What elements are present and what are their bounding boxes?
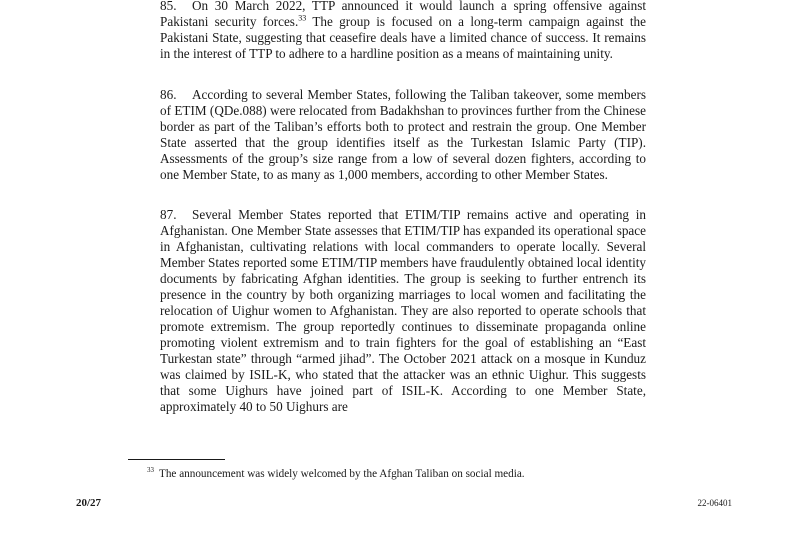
paragraph-text: According to several Member States, following the Taliban takeover, some members of ETIM (QDe.088) were relocated from Badakhshan to provinces further from the Chinese border as part of the Taliban’s efforts both to protect and restrain the group. One Member State asserted that the group identifies itself as the Turkestan Islamic Party (TIP). Assessments of the group’s size range from a low of several dozen fighters, according to one Member State, to as many as 1,000 members, according to other Member States.: [160, 87, 646, 182]
document-symbol: 22-06401: [697, 498, 732, 508]
paragraph-85: [160, 0, 646, 62]
paragraph-87: [160, 207, 646, 415]
footnote: [147, 467, 525, 481]
paragraph-text: On 30 March 2022, TTP announced it would launch a spring offensive against Pakistani security forces.: [160, 0, 646, 29]
paragraph-number: 85.: [160, 0, 177, 13]
footnote-reference[interactable]: 33: [298, 13, 307, 23]
paragraph-text: Several Member States reported that ETIM/TIP remains active and operating in Afghanistan. One Member State assesses that ETIM/TIP has expanded its operational space in Afghanistan, cultivating relations with local commanders to operate locally. Several Member States reported some ETIM/TIP members have fraudulently obtained local identity documents by fabricating Afghan identities. The group is seeking to further entrench its presence in the country by both organizing marriages to local women and facilitating the relocation of Uighur women to Afghanistan. They are also reported to operate schools that promote extremism. The group reportedly continues to disseminate propaganda online promoting violent extremism and to train fighters for the goal of establishing an “East Turkestan state” through “armed jihad”. The October 2021 attack on a mosque in Kunduz was claimed by ISIL-K, who stated that the attacker was an ethnic Uighur. This suggests that some Uighurs have joined part of ISIL-K. According to one Member State, approximately 40 to 50 Uighurs are: [160, 207, 646, 414]
paragraph-text-continued: The group is focused on a long-term campaign against the Pakistani State, suggesting that ceasefire deals have a limited chance of success. It remains in the interest of TTP to adhere to a hardline position as a means of maintaining unity.: [160, 14, 646, 61]
footnote-text: The announcement was widely welcomed by the Afghan Taliban on social media.: [159, 468, 525, 480]
paragraph-number: 86.: [160, 87, 177, 102]
footnote-number: 33: [147, 466, 154, 475]
page-number: 20/27: [76, 497, 102, 509]
paragraph-86: [160, 87, 646, 183]
footnote-divider: [128, 459, 225, 460]
paragraph-number: 87.: [160, 207, 177, 222]
